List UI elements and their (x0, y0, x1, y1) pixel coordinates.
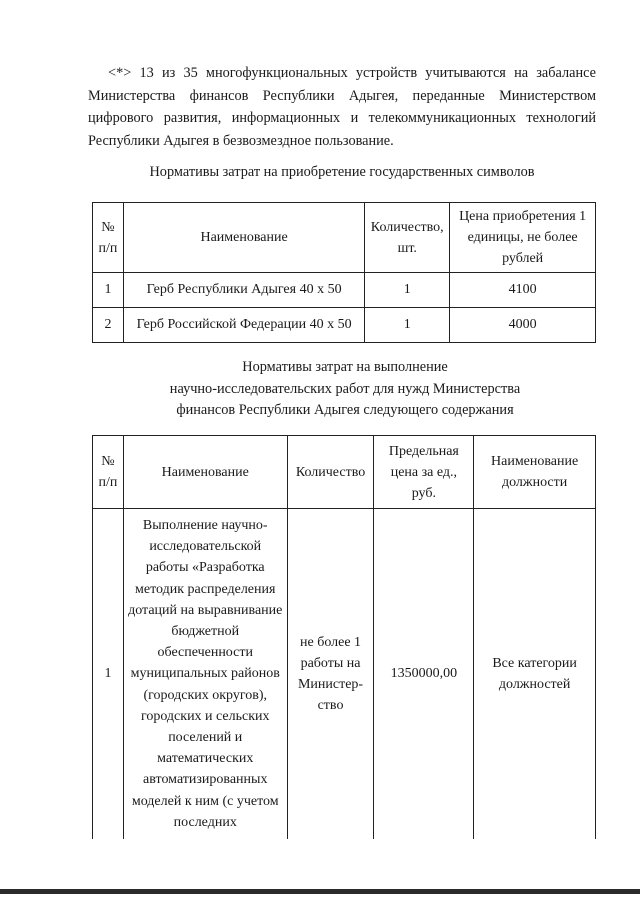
footnote-text: <*> 13 из 35 многофункциональных устройств учитываются на забалансе Министерства финансов Республики Адыгея, переданные Министерством цифрового развития, информационных и телекоммуникационных технологий Республики Адыгея в безвозмездное пользование. (88, 65, 596, 149)
cell-quantity: не более 1 работы на Министер-ство (287, 509, 374, 840)
header-position: Наименование должности (474, 436, 596, 509)
cell-position: Все категории должностей (474, 509, 596, 840)
header-quantity: Количество (287, 436, 374, 509)
table-row (93, 509, 596, 840)
header-price: Цена приобретения 1 единицы, не более рублей (450, 203, 596, 273)
cell-number: 2 (93, 308, 124, 343)
table2-title-line: финансов Республики Адыгея следующего содержания (176, 402, 514, 418)
cell-price: 4100 (450, 273, 596, 308)
header-price: Предельная цена за ед., руб. (374, 436, 474, 509)
cell-name: Герб Республики Адыгея 40 x 50 (123, 273, 364, 308)
header-quantity: Количество, шт. (365, 203, 450, 273)
cell-number: 1 (93, 273, 124, 308)
cell-name: Герб Российской Федерации 40 x 50 (123, 308, 364, 343)
cell-price: 4000 (450, 308, 596, 343)
table-row (93, 273, 596, 308)
table2-title (100, 357, 590, 422)
cell-quantity: 1 (365, 308, 450, 343)
cell-quantity: 1 (365, 273, 450, 308)
table2-title-line: научно-исследовательских работ для нужд Министерства (169, 380, 521, 397)
cell-name: Выполнение научно-исследовательской работы «Разработка методик распределения дотаций на выравнивание бюджетной обеспеченности муниципальных районов (городских округов), городских и сельских поселений и математических автоматизированных моделей к ним (с учетом последних (123, 509, 287, 840)
scan-bottom-edge (0, 889, 640, 894)
state-symbols-table (92, 202, 596, 343)
table1-title: Нормативы затрат на приобретение государственных символов (149, 164, 535, 180)
table-header-row (93, 203, 596, 273)
header-name: Наименование (123, 436, 287, 509)
cell-price: 1350000,00 (374, 509, 474, 840)
header-number: № п/п (93, 436, 124, 509)
research-works-table (92, 435, 596, 839)
table-header-row (93, 436, 596, 509)
cell-number: 1 (93, 509, 124, 840)
header-name: Наименование (123, 203, 364, 273)
table2-title-line: Нормативы затрат на выполнение (242, 359, 448, 375)
table-row (93, 308, 596, 343)
header-number: № п/п (93, 203, 124, 273)
